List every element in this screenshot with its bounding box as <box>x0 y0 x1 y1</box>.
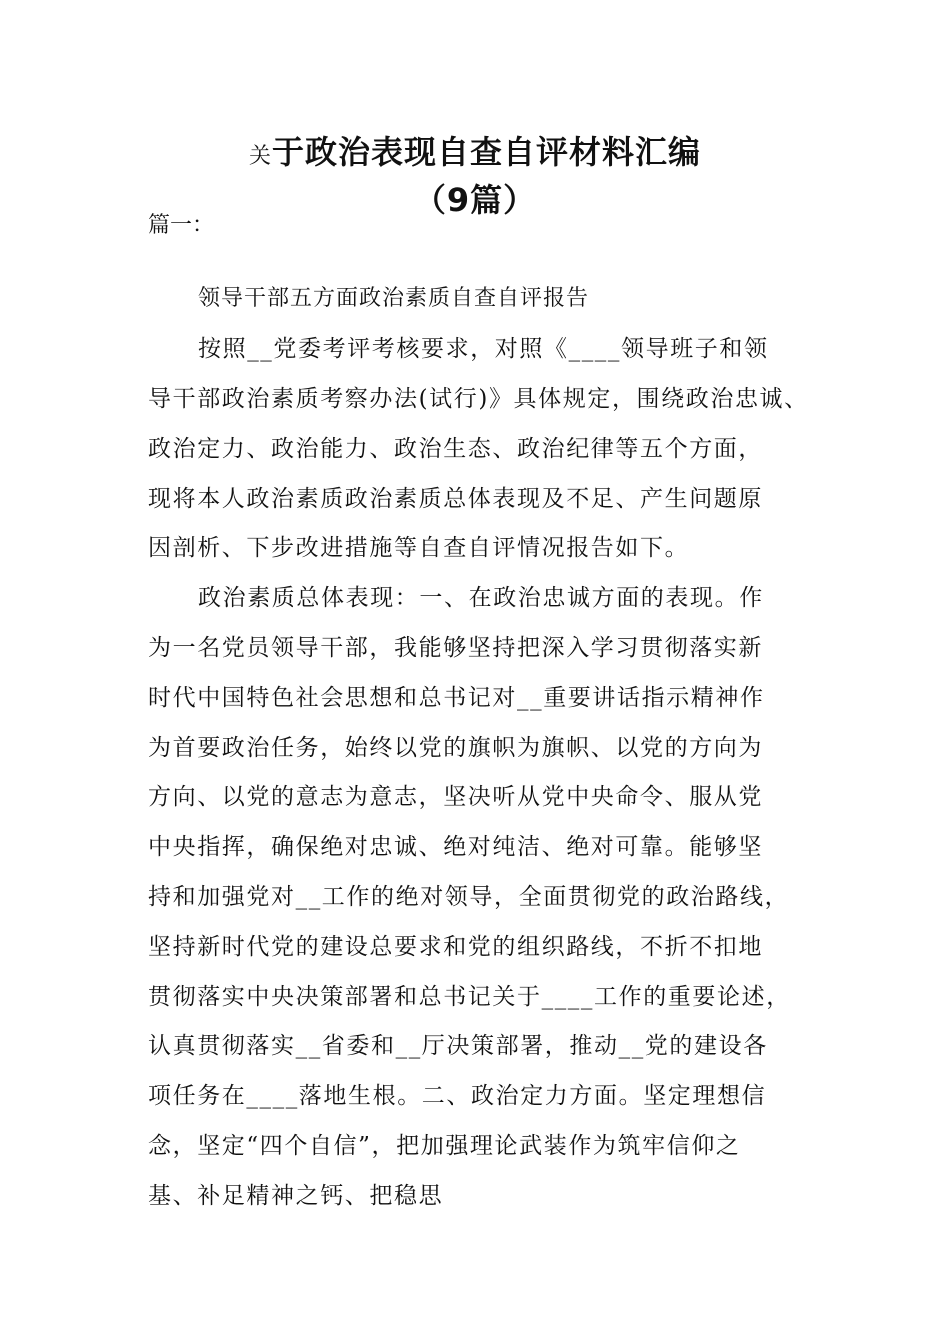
section-label: 篇一： <box>148 213 215 238</box>
body-line: 中央指挥，确保绝对忠诚、绝对纯洁、绝对可靠。能够坚 <box>148 834 763 860</box>
body-line: 念，坚定“四个自信”，把加强理论武装作为筑牢信仰之 <box>148 1133 741 1159</box>
body-line: 坚持新时代党的建设总要求和党的组织路线，不折不扣地 <box>148 934 763 960</box>
body-line: 导干部政治素质考察办法(试行)》具体规定，围绕政治忠诚、 <box>148 386 809 412</box>
body-line: 方向、以党的意志为意志，坚决听从党中央命令、服从党 <box>148 784 763 810</box>
body-line: 基、补足精神之钙、把稳思 <box>148 1183 444 1209</box>
body-line: 时代中国特色社会思想和总书记对__重要讲话指示精神作 <box>148 685 765 711</box>
document-title <box>0 130 950 179</box>
body-line: 认真贯彻落实__省委和__厅决策部署，推动__党的建设各 <box>148 1033 768 1059</box>
body-line: 按照__党委考评考核要求，对照《____领导班子和领 <box>198 336 769 362</box>
body-line: 政治定力、政治能力、政治生态、政治纪律等五个方面， <box>148 436 763 462</box>
body-line: 为首要政治任务，始终以党的旗帜为旗帜、以党的方向为 <box>148 735 763 761</box>
document-title-count: （9篇） <box>413 181 537 219</box>
title-main: 于政治表现自查自评材料汇编 <box>272 133 702 171</box>
report-subtitle: 领导干部五方面政治素质自查自评报告 <box>198 286 590 311</box>
body-line: 政治素质总体表现：一、在政治忠诚方面的表现。作 <box>198 585 764 611</box>
body-line: 因剖析、下步改进措施等自查自评情况报告如下。 <box>148 535 690 561</box>
title-prefix: 关 <box>248 144 272 169</box>
body-line: 持和加强党对__工作的绝对领导，全面贯彻党的政治路线， <box>148 884 790 910</box>
body-line: 现将本人政治素质政治素质总体表现及不足、产生问题原 <box>148 486 763 512</box>
body-line: 贯彻落实中央决策部署和总书记关于____工作的重要论述， <box>148 984 791 1010</box>
body-line: 项任务在____落地生根。二、政治定力方面。坚定理想信 <box>148 1083 767 1109</box>
body-line: 为一名党员领导干部，我能够坚持把深入学习贯彻落实新 <box>148 635 763 661</box>
